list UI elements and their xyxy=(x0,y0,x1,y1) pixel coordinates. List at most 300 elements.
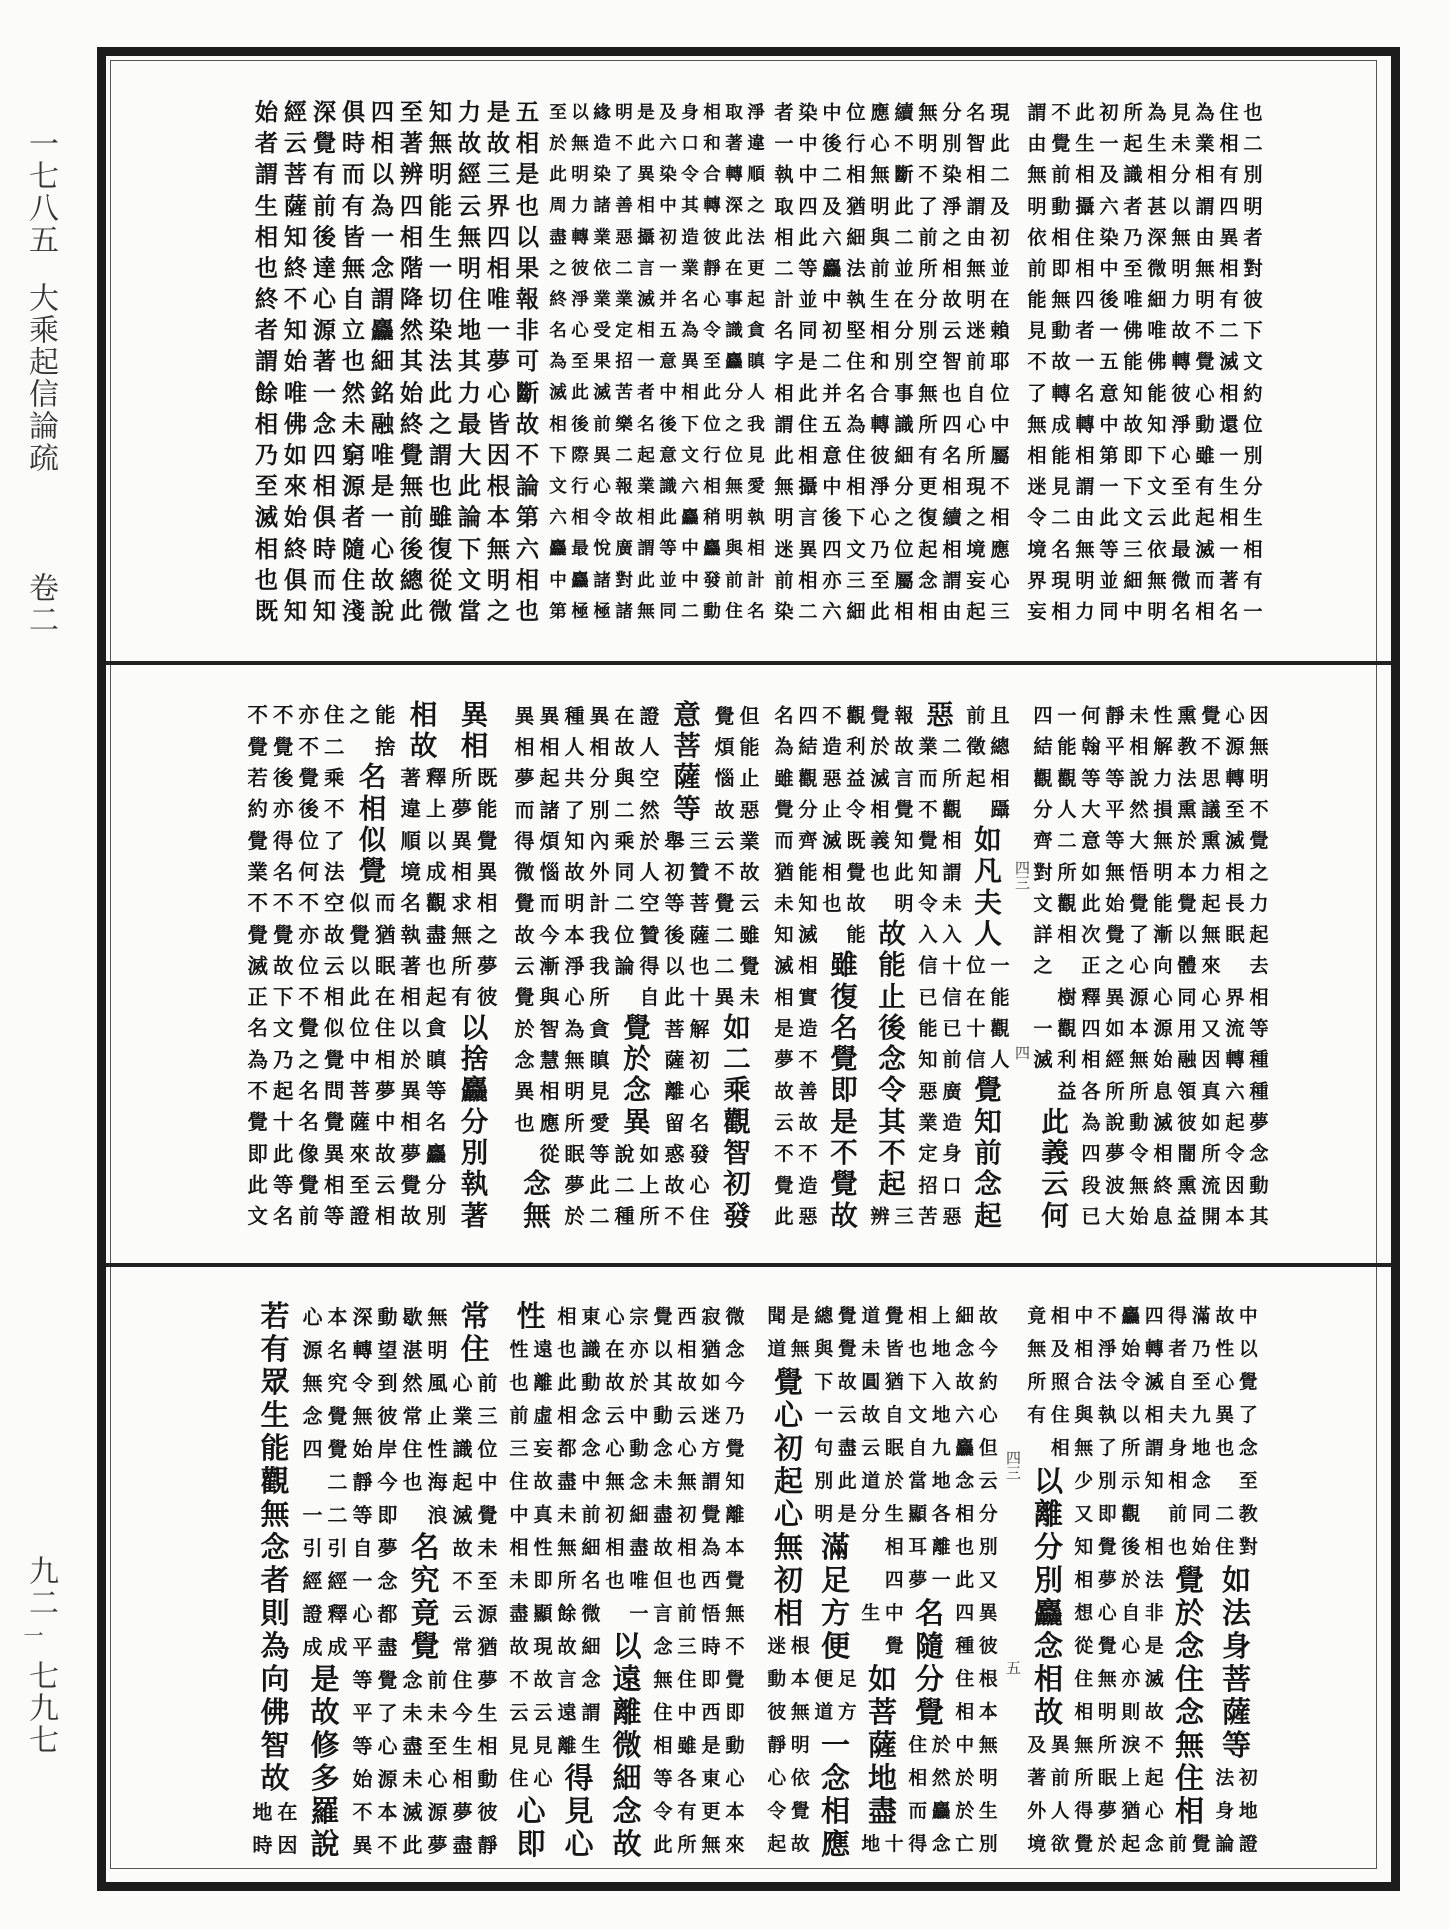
commentary-char: 源 xyxy=(302,1337,323,1362)
commentary-char: 無 xyxy=(302,1370,323,1395)
commentary-char: 至 xyxy=(1238,1470,1258,1493)
commentary-char: 生 xyxy=(581,1733,601,1757)
commentary-char: 初 xyxy=(822,319,842,343)
commentary-char: 人 xyxy=(564,734,585,759)
commentary-char: 相 xyxy=(846,163,866,187)
commentary-char: 無 xyxy=(399,473,424,501)
commentary-char: 依 xyxy=(593,257,611,279)
commentary-char: 相 xyxy=(870,797,890,821)
commentary-char: 源 xyxy=(341,473,366,501)
commentary-char: 云 xyxy=(714,828,735,853)
commentary-char: 無 xyxy=(1195,256,1215,280)
commentary-char: 起 xyxy=(1144,1767,1164,1790)
commentary-char: 四 xyxy=(822,537,842,561)
commentary-char: 然 xyxy=(1129,797,1149,821)
commentary-char: 也 xyxy=(428,473,453,501)
commentary-char: 示 xyxy=(1121,1470,1141,1493)
commentary-char: 故 xyxy=(564,860,585,885)
commentary-char: 執 xyxy=(774,163,794,187)
commentary-char: 瞋 xyxy=(426,1047,447,1072)
commentary-char: 了 xyxy=(1129,923,1149,947)
commentary-char: 云 xyxy=(509,1700,529,1724)
commentary-char: 位 xyxy=(990,381,1010,405)
commentary-char: 覺 xyxy=(1097,1536,1117,1559)
commentary-char: 有 xyxy=(1219,163,1239,187)
commentary-char: 相 xyxy=(1027,444,1047,468)
commentary-char: 其 xyxy=(653,1370,673,1394)
commentary-char: 所 xyxy=(677,1832,697,1856)
commentary-char: 內 xyxy=(589,828,610,853)
commentary-char: 前 xyxy=(725,569,743,591)
commentary-char: 故 xyxy=(774,1079,794,1103)
main-text-char: 惡 xyxy=(926,698,954,731)
commentary-char: 念 xyxy=(581,1403,601,1427)
commentary-char: 業 xyxy=(593,226,611,248)
commentary-char: 明 xyxy=(1243,194,1263,218)
commentary-char: 次 xyxy=(1081,923,1101,947)
commentary-char: 唯 xyxy=(1147,319,1167,343)
main-text-char: 名 xyxy=(358,761,387,794)
commentary-char: 堅 xyxy=(846,319,866,343)
commentary-char: 益 xyxy=(1177,1204,1197,1228)
commentary-char: 云 xyxy=(942,319,962,343)
commentary-char: 因 xyxy=(1225,1173,1245,1197)
commentary-char: 然 xyxy=(639,797,660,822)
commentary-char: 中 xyxy=(659,195,677,217)
commentary-char: 道 xyxy=(814,1701,834,1724)
commentary-char: 一 xyxy=(990,954,1010,978)
commentary-char: 心 xyxy=(1201,985,1221,1009)
commentary-char: 薩 xyxy=(664,1047,685,1072)
main-text-char: 復 xyxy=(830,980,858,1013)
commentary-char: 業 xyxy=(452,1403,473,1428)
commentary-char: 行 xyxy=(846,132,866,156)
commentary-char: 所 xyxy=(557,1568,577,1592)
commentary-char: 隨 xyxy=(341,535,366,563)
commentary-char: 也 xyxy=(515,597,540,625)
commentary-char: 滅 xyxy=(1033,1048,1053,1072)
commentary-char: 觀 xyxy=(1057,891,1077,915)
commentary-char: 前 xyxy=(581,1502,601,1526)
commentary-char: 段 xyxy=(1081,1173,1101,1197)
commentary-char: 相 xyxy=(254,223,279,251)
commentary-char: 無 xyxy=(1027,412,1047,436)
commentary-char: 前 xyxy=(1050,1767,1070,1790)
commentary-char: 分 xyxy=(426,1172,447,1197)
commentary-char: 利 xyxy=(1057,1048,1077,1072)
commentary-char: 本 xyxy=(1129,1017,1149,1041)
commentary-char: 此 xyxy=(399,597,424,625)
commentary-char: 四 xyxy=(798,704,818,728)
commentary-char: 欲 xyxy=(1050,1833,1070,1856)
commentary-char: 贊 xyxy=(639,922,660,947)
commentary-char: 所 xyxy=(942,766,962,790)
commentary-char: 一 xyxy=(659,257,677,279)
commentary-char: 道 xyxy=(767,1338,787,1361)
commentary-char: 執 xyxy=(747,507,765,529)
commentary-char: 相 xyxy=(324,1172,345,1197)
commentary-char: 不 xyxy=(1195,319,1215,343)
commentary-char: 著 xyxy=(1219,568,1239,592)
commentary-char: 滅 xyxy=(774,954,794,978)
commentary-char: 心 xyxy=(605,1304,625,1328)
commentary-char: 二 xyxy=(681,600,699,622)
commentary-char: 四 xyxy=(370,98,395,126)
commentary-char: 名 xyxy=(400,891,421,916)
commentary-char: 後 xyxy=(664,922,685,947)
commentary-char: 也 xyxy=(870,860,890,884)
commentary-char: 想 xyxy=(1074,1602,1094,1625)
commentary-char: 論 xyxy=(1215,1833,1235,1856)
commentary-char: 源 xyxy=(477,1601,498,1626)
commentary-char xyxy=(1055,950,1079,981)
commentary-char: 攝 xyxy=(1075,194,1095,218)
commentary-char: 三 xyxy=(1123,537,1143,561)
commentary-char: 一 xyxy=(931,1569,951,1592)
commentary-char: 明 xyxy=(725,507,743,529)
commentary-char: 見 xyxy=(1171,100,1191,124)
commentary-char: 又 xyxy=(1074,1503,1094,1526)
commentary-char: 起 xyxy=(918,537,938,561)
commentary-char: 及 xyxy=(659,101,677,123)
commentary-char: 諸 xyxy=(593,195,611,217)
commentary-char: 即 xyxy=(533,1568,553,1592)
commentary-char: 明 xyxy=(918,132,938,156)
commentary-char: 淨 xyxy=(1171,412,1191,436)
commentary-char: 本 xyxy=(377,1799,398,1824)
commentary-char: 始 xyxy=(352,1766,373,1791)
commentary-char: 二 xyxy=(327,1502,348,1527)
commentary-char: 覺 xyxy=(312,130,337,158)
commentary-char: 相 xyxy=(557,1403,577,1427)
commentary-char xyxy=(347,731,373,762)
commentary-char: 所 xyxy=(1057,860,1077,884)
commentary-char: 成 xyxy=(327,1634,348,1659)
commentary-char: 二 xyxy=(614,797,635,822)
commentary-char: 漸 xyxy=(1153,923,1173,947)
commentary-char: 三 xyxy=(689,828,710,853)
commentary-char: 夢 xyxy=(1097,1569,1117,1592)
commentary-char: 住 xyxy=(1074,1668,1094,1691)
commentary-char: 時 xyxy=(312,535,337,563)
main-text-char: 方 xyxy=(820,1595,851,1630)
commentary-char: 愛 xyxy=(589,1110,610,1135)
commentary-char: 此 xyxy=(774,1204,794,1228)
commentary-char: 故 xyxy=(739,860,760,885)
commentary-char: 悟 xyxy=(1129,860,1149,884)
commentary-char: 猶 xyxy=(701,1337,721,1361)
commentary-char: 滅 xyxy=(247,953,268,978)
commentary-char: 於 xyxy=(884,1470,904,1493)
commentary-char: 善 xyxy=(798,1079,818,1103)
commentary-char: 名 xyxy=(1219,599,1239,623)
commentary-char: 一 xyxy=(1219,537,1239,561)
commentary-char: 生 xyxy=(452,1733,473,1758)
commentary-char: 對 xyxy=(1033,860,1053,884)
commentary-char: 結 xyxy=(798,735,818,759)
commentary-char: 也 xyxy=(677,1568,697,1592)
commentary-char: 名 xyxy=(298,1110,319,1135)
commentary-char: 覺 xyxy=(324,1110,345,1135)
commentary-char: 覺 xyxy=(774,1173,794,1197)
commentary-char: 執 xyxy=(1097,1404,1117,1427)
commentary-char: 覺 xyxy=(870,704,890,728)
commentary-char: 不 xyxy=(918,163,938,187)
commentary-char: 法 xyxy=(747,226,765,248)
main-text-char: 起 xyxy=(974,1199,1002,1232)
commentary-char: 於 xyxy=(549,132,567,154)
commentary-char: 謂 xyxy=(774,412,794,436)
commentary-char: 覺 xyxy=(1238,1371,1258,1394)
commentary-char: 心 xyxy=(571,320,589,342)
commentary-char: 身 xyxy=(681,101,699,123)
commentary-char: 妄 xyxy=(966,568,986,592)
commentary-char: 能 xyxy=(798,860,818,884)
commentary-char: 下 xyxy=(681,413,699,435)
commentary-char: 相 xyxy=(908,1767,928,1790)
commentary-char: 異 xyxy=(324,1141,345,1166)
commentary-char: 不 xyxy=(324,797,345,822)
commentary-char: 所 xyxy=(1074,1767,1094,1790)
commentary-char: 樹 xyxy=(1057,985,1077,1009)
main-text-char: 分 xyxy=(914,1661,945,1696)
commentary-char: 徵 xyxy=(966,735,986,759)
main-text-char: 別 xyxy=(1033,1562,1064,1597)
commentary-char: 由 xyxy=(1027,132,1047,156)
commentary-char: 也 xyxy=(515,192,540,220)
commentary-char: 麤 xyxy=(822,256,842,280)
commentary-char: 住 xyxy=(1219,100,1239,124)
commentary-char: 照 xyxy=(1050,1371,1070,1394)
commentary-char: 初 xyxy=(1238,1767,1258,1790)
commentary-char: 此 xyxy=(894,194,914,218)
commentary-char: 瞋 xyxy=(747,351,765,373)
commentary-char: 當 xyxy=(908,1470,928,1493)
commentary-char: 知 xyxy=(283,223,308,251)
main-text-char: 相 xyxy=(409,698,438,731)
commentary-char: 中 xyxy=(1099,256,1119,280)
commentary-char: 空 xyxy=(918,350,938,374)
commentary-char: 始 xyxy=(352,1436,373,1461)
commentary-char: 人 xyxy=(1050,1800,1070,1823)
commentary-char: 及 xyxy=(822,194,842,218)
commentary-char: 乃 xyxy=(1123,225,1143,249)
commentary-char: 都 xyxy=(557,1436,577,1460)
commentary-char: 續 xyxy=(942,506,962,530)
commentary-char: 和 xyxy=(870,350,890,374)
commentary-char: 言 xyxy=(653,1601,673,1625)
commentary-char: 都 xyxy=(377,1601,398,1626)
commentary-char: 樂 xyxy=(615,413,633,435)
commentary-char: 計 xyxy=(589,891,610,916)
commentary-char: 相 xyxy=(1243,537,1263,561)
commentary-char: 若 xyxy=(247,766,268,791)
commentary-char: 別 xyxy=(978,1833,998,1856)
commentary-char: 覺 xyxy=(701,1502,721,1526)
main-text-char: 念 xyxy=(612,1793,642,1828)
commentary-char: 轉 xyxy=(725,164,743,186)
commentary-char: 令 xyxy=(653,1799,673,1823)
commentary-char: 已 xyxy=(918,985,938,1009)
commentary-char: 與 xyxy=(870,225,890,249)
main-text-char: 令 xyxy=(878,1074,906,1107)
commentary-char: 名 xyxy=(298,1079,319,1103)
commentary-char: 夢 xyxy=(452,1799,473,1824)
main-text-char: 初 xyxy=(773,1562,804,1597)
commentary-char: 成 xyxy=(426,859,447,884)
commentary-char: 諸 xyxy=(615,600,633,622)
commentary-char: 何 xyxy=(298,859,319,884)
commentary-char: 滅 xyxy=(254,504,279,532)
commentary-char: 相 xyxy=(846,475,866,499)
commentary-char: 造 xyxy=(822,735,842,759)
commentary-char: 二 xyxy=(942,735,962,759)
commentary-char: 動 xyxy=(377,1304,398,1329)
commentary-char: 言 xyxy=(798,506,818,530)
commentary-char: 是 xyxy=(798,350,818,374)
commentary-char: 云 xyxy=(774,1110,794,1134)
commentary-char: 四 xyxy=(884,1569,904,1592)
commentary-char: 名 xyxy=(966,100,986,124)
commentary-char: 心 xyxy=(870,506,890,530)
commentary-char: 有 xyxy=(1027,1404,1047,1427)
commentary-char: 薩 xyxy=(283,192,308,220)
commentary-char: 麤 xyxy=(725,351,743,373)
commentary-char: 四 xyxy=(1081,1017,1101,1041)
commentary-char: 前 xyxy=(1168,1503,1188,1526)
commentary-char: 覺 xyxy=(714,703,735,728)
commentary-char: 發 xyxy=(703,569,721,591)
commentary-char: 夢 xyxy=(1249,1110,1269,1134)
commentary-char: 十 xyxy=(273,1110,294,1135)
commentary-char: 名 xyxy=(1051,537,1071,561)
commentary-char: 引 xyxy=(327,1535,348,1560)
commentary-char: 中 xyxy=(477,1469,498,1494)
commentary-char: 言 xyxy=(557,1667,577,1691)
main-text-char: 相 xyxy=(820,1793,851,1828)
commentary-char: 此 xyxy=(589,1173,610,1198)
commentary-char: 文 xyxy=(681,444,699,466)
commentary-char: 起 xyxy=(1249,923,1269,947)
commentary-char: 六 xyxy=(659,132,677,154)
commentary-char: 辨 xyxy=(870,1204,890,1228)
commentary-char: 覺 xyxy=(1129,891,1149,915)
commentary-char: 覺 xyxy=(837,1338,857,1361)
commentary-char: 而 xyxy=(341,161,366,189)
commentary-char: 四 xyxy=(798,194,818,218)
commentary-char: 相 xyxy=(1051,225,1071,249)
commentary-char: 盡 xyxy=(837,1437,857,1460)
commentary-char: 五 xyxy=(822,412,842,436)
commentary-char: 翰 xyxy=(1081,735,1101,759)
commentary-char: 因 xyxy=(486,442,511,470)
commentary-char: 此 xyxy=(349,985,370,1010)
commentary-char: 階 xyxy=(399,254,424,282)
commentary-char: 名 xyxy=(689,1110,710,1135)
commentary-char: 應 xyxy=(990,537,1010,561)
commentary-char: 文 xyxy=(1243,350,1263,374)
commentary-char: 覺 xyxy=(894,797,914,821)
commentary-char: 夢 xyxy=(451,797,472,822)
commentary-char: 向 xyxy=(1153,954,1173,978)
commentary-char: 空 xyxy=(639,891,660,916)
commentary-char: 上 xyxy=(639,1173,660,1198)
commentary-char: 相 xyxy=(509,1535,529,1559)
commentary-char: 以 xyxy=(370,161,395,189)
commentary-char: 現 xyxy=(966,475,986,499)
commentary-char xyxy=(612,982,637,1013)
commentary-char: 故 xyxy=(533,1469,553,1493)
commentary-char: 細 xyxy=(955,1305,975,1328)
commentary-char: 賴 xyxy=(990,319,1010,343)
commentary-char: 之 xyxy=(725,413,743,435)
commentary-char: 俱 xyxy=(312,504,337,532)
commentary-char: 空 xyxy=(639,766,660,791)
commentary-char: 俱 xyxy=(341,98,366,126)
commentary-char: 本 xyxy=(725,1799,745,1823)
commentary-char: 覺 xyxy=(298,1016,319,1041)
commentary-char: 此 xyxy=(1171,506,1191,530)
commentary-char: 自 xyxy=(352,1535,373,1560)
commentary-char: 相 xyxy=(918,599,938,623)
commentary-char: 不 xyxy=(298,734,319,759)
commentary-char: 力 xyxy=(1249,891,1269,915)
main-text-char: 覺 xyxy=(974,1074,1002,1107)
commentary-char: 位 xyxy=(349,1016,370,1041)
commentary-char: 中 xyxy=(1123,599,1143,623)
commentary-char: 外 xyxy=(1027,1800,1047,1823)
commentary-char: 由 xyxy=(1075,506,1095,530)
commentary-char: 惡 xyxy=(615,226,633,248)
commentary-char: 覺 xyxy=(1201,704,1221,728)
main-text-char: 名 xyxy=(914,1595,945,1630)
commentary-char: 云 xyxy=(324,953,345,978)
commentary-char: 報 xyxy=(515,286,540,314)
commentary-char: 起 xyxy=(1121,1833,1141,1856)
commentary-char: 不 xyxy=(798,1142,818,1166)
commentary-char: 既 xyxy=(254,597,279,625)
commentary-char: 種 xyxy=(614,1204,635,1229)
commentary-char: 生 xyxy=(1243,506,1263,530)
commentary-char: 對 xyxy=(1243,256,1263,280)
commentary-char: 相 xyxy=(1144,1536,1164,1559)
commentary-char: 相 xyxy=(703,101,721,123)
commentary-char: 夢 xyxy=(564,1173,585,1198)
commentary-char: 是 xyxy=(790,1305,810,1328)
commentary-char: 同 xyxy=(1177,985,1197,1009)
commentary-char: 常 xyxy=(402,1403,423,1428)
commentary-char: 發 xyxy=(689,1141,710,1166)
commentary-char: 轉 xyxy=(1225,1048,1245,1072)
commentary-char: 名 xyxy=(581,1568,601,1592)
commentary-char: 異 xyxy=(681,351,699,373)
commentary-char: 常 xyxy=(452,1634,473,1659)
commentary-char: 法 xyxy=(846,256,866,280)
commentary-char: 論 xyxy=(457,504,482,532)
commentary-char: 明 xyxy=(427,1337,448,1362)
commentary-char: 下 xyxy=(908,1371,928,1394)
commentary-char: 至 xyxy=(349,1172,370,1197)
commentary-char: 細 xyxy=(846,599,866,623)
commentary-char: 各 xyxy=(677,1766,697,1790)
commentary-char: 詳 xyxy=(1033,923,1053,947)
commentary-char: 二 xyxy=(615,257,633,279)
commentary-char: 信 xyxy=(918,954,938,978)
commentary-char: 相 xyxy=(942,256,962,280)
commentary-char: 念 xyxy=(955,1470,975,1493)
commentary-char: 三 xyxy=(894,1204,914,1228)
commentary-char: 生 xyxy=(884,1503,904,1526)
